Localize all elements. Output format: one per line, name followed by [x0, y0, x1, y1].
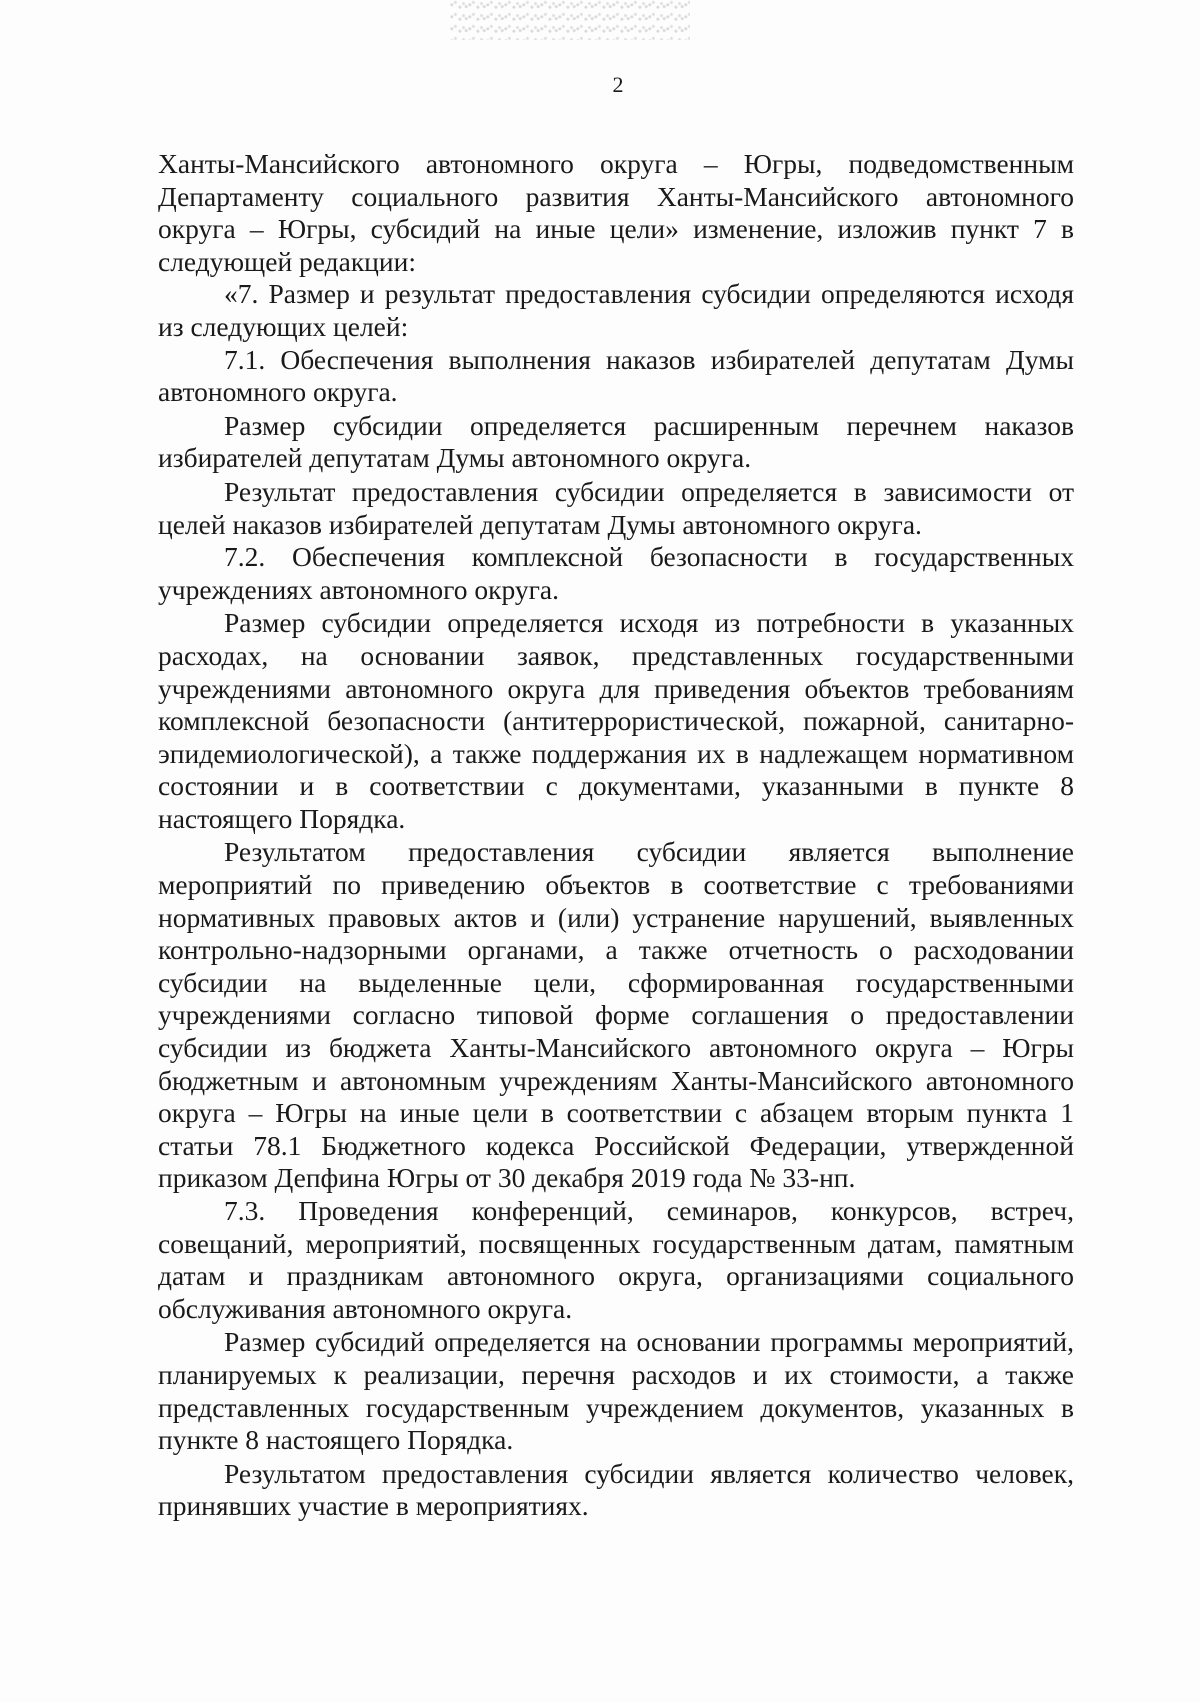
paragraph-item-7-1: 7.1. Обеспечения выполнения наказов избирателей депутатам Думы автономного округа.: [158, 343, 1074, 408]
document-body: [158, 148, 1074, 1523]
paragraph-result-7-1: Результат предоставления субсидии определяется в зависимости от целей наказов избирателей депутатам Думы автономного округа.: [158, 475, 1074, 540]
paragraph-item-7: «7. Размер и результат предоставления субсидии определяются исходя из следующих целей:: [158, 278, 1074, 342]
paragraph-size-7-1: Размер субсидии определяется расширенным перечнем наказов избирателей депутатам Думы автономного округа.: [158, 409, 1074, 474]
paragraph-item-7-3: 7.3. Проведения конференций, семинаров, конкурсов, встреч, совещаний, мероприятий, посвященных государственным датам, памятным датам и праздникам автономного округа, организациями социального обслуживания автономного округа.: [158, 1195, 1074, 1324]
paragraph-result-7-3: Результатом предоставления субсидии является количество человек, принявших участие в мероприятиях.: [158, 1457, 1074, 1522]
page-number: 2: [612, 72, 624, 97]
paragraph-continuation: Ханты-Мансийского автономного округа – Югры, подведомственным Департаменту социального развития Ханты-Мансийского автономного округа – Югры, субсидий на иные цели» изменение, изложив пункт 7 в следующей редакции:: [158, 148, 1074, 277]
paragraph-result-7-2: Результатом предоставления субсидии является выполнение мероприятий по приведению объектов в соответствие с требованиями нормативных правовых актов и (или) устранение нарушений, выявленных контрольно-надзорными органами, а также отчетность о расходовании субсидии на выделенные цели, сформированная государственными учреждениями согласно типовой форме соглашения о предоставлении субсидии из бюджета Ханты-Мансийского автономного округа – Югры бюджетным и автономным учреждениям Ханты-Мансийского автономного округа – Югры на иные цели в соответствии с абзацем вторым пункта 1 статьи 78.1 Бюджетного кодекса Российской Федерации, утвержденной приказом Депфина Югры от 30 декабря 2019 года № 33-нп.: [158, 836, 1074, 1194]
scan-artifact: [450, 0, 690, 40]
paragraph-size-7-2: Размер субсидии определяется исходя из потребности в указанных расходах, на основании заявок, представленных государственными учреждениями автономного округа для приведения объектов требованиям комплексной безопасности (антитеррористической, пожарной, санитарно-эпидемиологической), а также поддержания их в надлежащем нормативном состоянии и в соответствии с документами, указанными в пункте 8 настоящего Порядка.: [158, 607, 1074, 834]
paragraph-item-7-2: 7.2. Обеспечения комплексной безопасности в государственных учреждениях автономного округа.: [158, 541, 1074, 605]
paragraph-size-7-3: Размер субсидий определяется на основании программы мероприятий, планируемых к реализации, перечня расходов и их стоимости, а также представленных государственным учреждением документов, указанных в пункте 8 настоящего Порядка.: [158, 1326, 1074, 1456]
